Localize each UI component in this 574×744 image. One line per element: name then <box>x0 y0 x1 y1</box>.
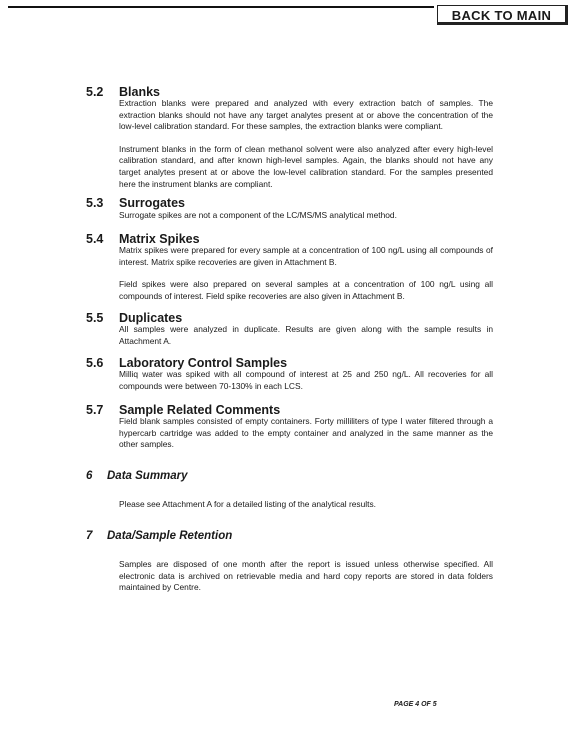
section-body-surrogates <box>119 210 493 222</box>
section-heading-matrix-spikes <box>86 232 200 246</box>
section-number: 5.7 <box>86 403 104 417</box>
paragraph: Field blank samples consisted of empty containers. Forty milliliters of type I water filtered through a hypercarb cartridge was added to the empty container and analyzed in the same manner as the other samples. <box>119 416 493 450</box>
section-number: 5.3 <box>86 196 104 210</box>
paragraph: Milliq water was spiked with all compound of interest at 25 and 250 ng/L. All recoveries for all compounds were between 70-130% in each LCS. <box>119 369 493 391</box>
header-rule <box>8 6 434 8</box>
section-title: Laboratory Control Samples <box>119 356 288 370</box>
paragraph: Instrument blanks in the form of clean methanol solvent were also analyzed after every high-level calibration standard, and after known high-level samples. Again, the blanks should not have any target analytes present at or above the low-level calibration standard. For the samples presented here the instrument blanks are compliant. <box>119 143 493 189</box>
paragraph: All samples were analyzed in duplicate. Results are given along with the sample results in Attachment A. <box>119 324 493 346</box>
section-heading-data-summary <box>86 470 188 482</box>
paragraph: Matrix spikes were prepared for every sample at a concentration of 100 ng/L using all compounds of interest. Matrix spike recoveries are given in Attachment B. <box>119 245 493 267</box>
paragraph: Extraction blanks were prepared and analyzed with every extraction batch of samples. The extraction blanks should not have any target analytes present at or above the concentration of the low-level calibration standard. For these samples, the extraction blanks were compliant. <box>119 98 493 132</box>
section-heading-retention <box>86 530 232 542</box>
section-body-duplicates <box>119 324 493 347</box>
paragraph: Surrogate spikes are not a component of the LC/MS/MS analytical method. <box>119 210 397 220</box>
section-heading-surrogates <box>86 196 185 210</box>
section-title: Data Summary <box>107 470 188 482</box>
back-to-main-button[interactable]: BACK TO MAIN <box>437 5 568 25</box>
section-title: Blanks <box>119 85 160 99</box>
section-number: 7 <box>86 530 93 542</box>
section-body-lcs <box>119 369 493 392</box>
section-heading-blanks <box>86 85 160 99</box>
paragraph: Please see Attachment A for a detailed listing of the analytical results. <box>119 499 376 509</box>
section-title: Sample Related Comments <box>119 403 281 417</box>
section-body-matrix-spikes <box>119 245 493 302</box>
section-title: Matrix Spikes <box>119 232 200 246</box>
paragraph: Field spikes were also prepared on several samples at a concentration of 100 ng/L using all compounds of interest. Field spike recoveries are also given in Attachment B. <box>119 279 493 301</box>
page-number: PAGE 4 OF 5 <box>394 701 437 708</box>
section-heading-duplicates <box>86 311 182 325</box>
section-number: 6 <box>86 470 93 482</box>
section-title: Duplicates <box>119 311 183 325</box>
section-body-blanks <box>119 98 493 190</box>
section-number: 5.4 <box>86 232 104 246</box>
section-body-retention <box>119 559 493 594</box>
paragraph: Samples are disposed of one month after the report is issued unless otherwise specified. All electronic data is archived on retrievable media and hard copy reports are stored in data folders maintained by Centre. <box>119 559 493 593</box>
section-number: 5.6 <box>86 356 104 370</box>
section-number: 5.2 <box>86 85 104 99</box>
section-title: Data/Sample Retention <box>107 530 233 542</box>
section-body-sample-comments <box>119 416 493 451</box>
section-title: Surrogates <box>119 196 185 210</box>
section-heading-lcs <box>86 356 287 370</box>
section-heading-sample-comments <box>86 403 280 417</box>
section-body-data-summary <box>119 499 493 511</box>
section-number: 5.5 <box>86 311 104 325</box>
